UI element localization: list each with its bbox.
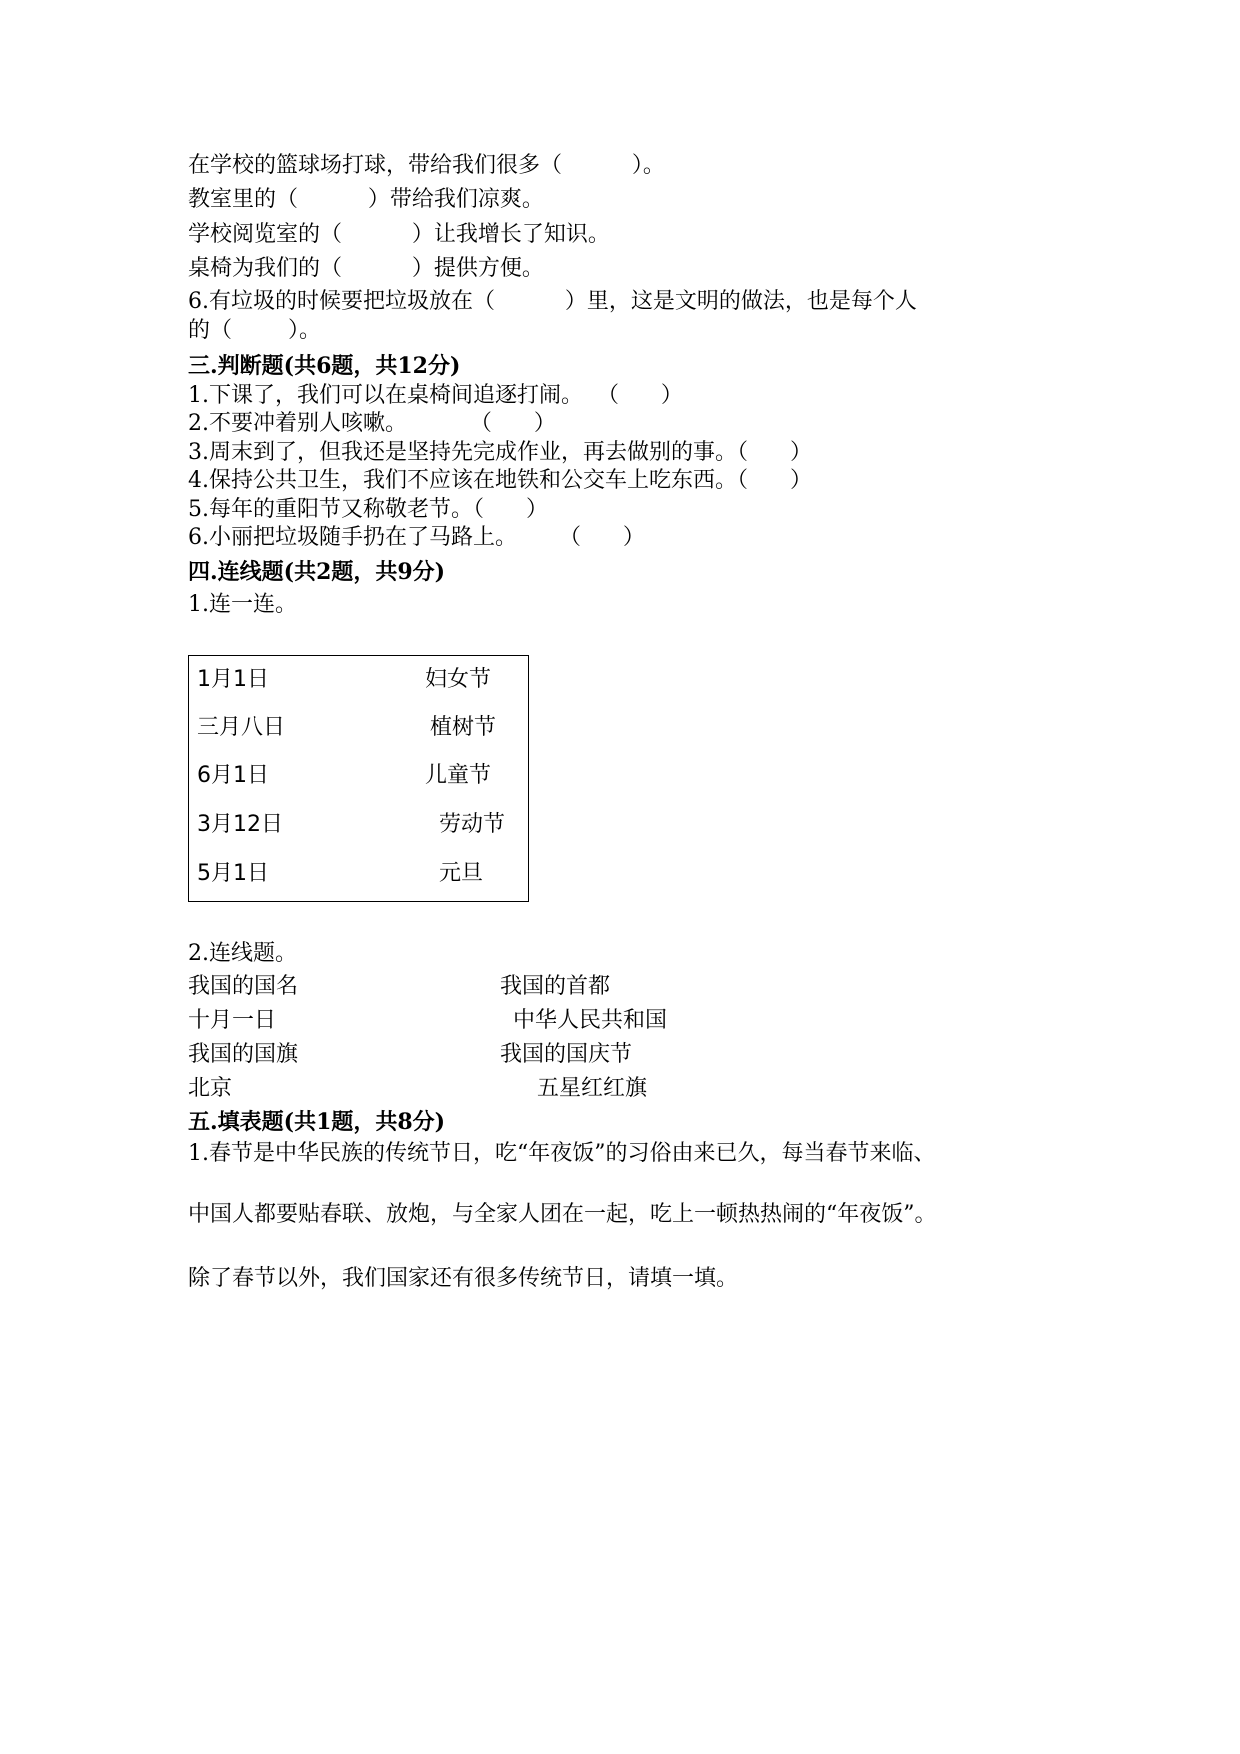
judge-item-1: 1.下课了，我们可以在桌椅间追逐打闹。 （ ） [188, 383, 683, 408]
section5-heading: 五.填表题(共1题，共8分) [188, 1109, 446, 1135]
judge-item-5: 5.每年的重阳节又称敬老节。（ ） [188, 497, 548, 522]
box-right-3: 儿童节 [425, 763, 492, 788]
match-right-2: 中华人民共和国 [513, 1008, 668, 1033]
fill-line-6: 的（ ）。 [188, 318, 321, 343]
box-right-5: 元旦 [439, 861, 484, 886]
section5-paragraph-1: 1.春节是中华民族的传统节日，吃“年夜饭”的习俗由来已久，每当春节来临、 [188, 1141, 936, 1166]
box-left-3: 6月1日 [197, 763, 269, 788]
judge-item-4: 4.保持公共卫生，我们不应该在地铁和公交车上吃东西。（ ） [188, 468, 812, 493]
box-right-4: 劳动节 [439, 812, 506, 837]
match-right-1: 我国的首都 [500, 974, 611, 999]
box-left-1: 1月1日 [197, 667, 269, 692]
judge-item-6: 6.小丽把垃圾随手扔在了马路上。 （ ） [188, 525, 645, 550]
match-left-1: 我国的国名 [188, 974, 299, 999]
q2-label: 2.连线题。 [188, 941, 297, 966]
box-right-2: 植树节 [430, 715, 497, 740]
match-right-3: 我国的国庆节 [500, 1042, 633, 1067]
box-left-5: 5月1日 [197, 861, 269, 886]
section5-paragraph-3: 除了春节以外，我们国家还有很多传统节日，请填一填。 [188, 1266, 739, 1291]
match-left-2: 十月一日 [188, 1008, 277, 1033]
q1-label: 1.连一连。 [188, 592, 297, 617]
judge-item-2: 2.不要冲着别人咳嗽。 （ ） [188, 411, 556, 436]
section3-heading: 三.判断题(共6题，共12分) [188, 353, 461, 379]
box-right-1: 妇女节 [425, 667, 492, 692]
box-left-2: 三月八日 [197, 715, 286, 740]
section4-heading: 四.连线题(共2题，共9分) [188, 559, 446, 585]
box-left-4: 3月12日 [197, 812, 283, 837]
section5-paragraph-2: 中国人都要贴春联、放炮，与全家人团在一起，吃上一顿热热闹的“年夜饭”。 [188, 1202, 937, 1227]
match-left-3: 我国的国旗 [188, 1042, 299, 1067]
fill-line-3: 学校阅览室的（ ）让我增长了知识。 [188, 222, 610, 247]
fill-line-2: 教室里的（ ）带给我们凉爽。 [188, 187, 544, 212]
matching-box [188, 655, 529, 902]
fill-line-4: 桌椅为我们的（ ）提供方便。 [188, 256, 544, 281]
fill-line-5: 6.有垃圾的时候要把垃圾放在（ ）里，这是文明的做法，也是每个人 [188, 289, 917, 314]
judge-item-3: 3.周末到了，但我还是坚持先完成作业，再去做别的事。（ ） [188, 440, 812, 465]
match-left-4: 北京 [188, 1076, 233, 1101]
fill-line-1: 在学校的篮球场打球，带给我们很多（ ）。 [188, 153, 665, 178]
match-right-4: 五星红红旗 [537, 1076, 648, 1101]
